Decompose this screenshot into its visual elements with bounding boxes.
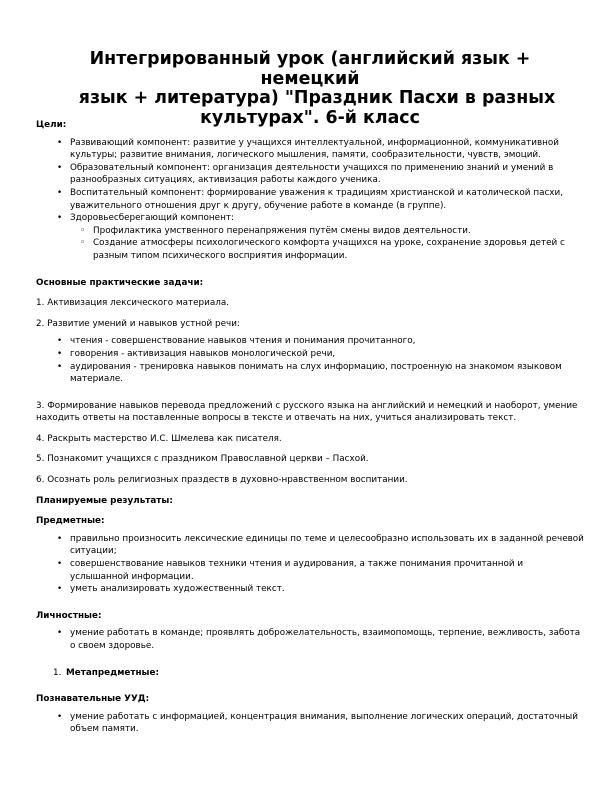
task-6: 6. Осознать роль религиозных праздеств в духовно-нравственном воспитании. [36, 475, 408, 486]
goal-item-health-label: Здоровьесберегающий компонент: [70, 213, 234, 224]
health-sublist [80, 225, 584, 263]
cognitive-heading: Познавательные УУД: [36, 694, 150, 705]
goal-item-health [57, 212, 584, 262]
subject-result-item: • правильно произносить лексические единицы по теме и целесообразно использовать их в заданной речевой ситуации; [57, 533, 584, 558]
title-line-1: Интегрированный урок (английский язык + немецкий [89, 49, 531, 89]
title-line-3: культурах". 6-й класс [200, 107, 420, 128]
goal-item-developing: • Развивающий компонент: развитие у учащихся интеллектуальной, информационной, коммуникативной культуры; развитие внимания, логического мышления, памяти, сообразительности, чувств, эмоций. [57, 137, 584, 162]
meta-results-heading: Метапредметные: [66, 667, 159, 678]
speech-skills-list [57, 335, 584, 385]
health-subitem: ◦ Создание атмосферы психологического комфорта учащихся на уроке, сохранение здоровья детей с разным типом психического восприятия информации. [80, 237, 584, 262]
subject-results-heading: Предметные: [36, 516, 105, 527]
task-5: 5. Познакомит учащихся с праздником Православной церкви – Пасхой. [36, 454, 369, 465]
meta-results-item [36, 667, 584, 680]
title-line-2: язык + литература) "Праздник Пасхи в разных [78, 88, 556, 108]
goal-item-educational: • Образовательный компонент: организация деятельности учащихся по применению знаний и умений в разнообразных ситуациях, активизация работы каждого ученика. [57, 162, 584, 187]
health-subitem: ◦ Профилактика умственного перенапряжения путём смены видов деятельности. [80, 225, 584, 238]
document-body [36, 119, 584, 736]
subject-results-list [57, 533, 584, 596]
meta-results-list [36, 667, 584, 680]
task-4: 4. Раскрыть мастерство И.С. Шмелева как писателя. [36, 433, 282, 444]
personal-results-heading: Личностные: [36, 610, 102, 621]
goals-heading: Цели: [36, 120, 67, 130]
meta-results-number: 1. [53, 667, 62, 678]
speech-skill-listening: • аудирования - тренировка навыков понимать на слух информацию, построенную на знакомом языковом материале. [57, 361, 584, 386]
personal-result-item: • умение работать в команде; проявлять доброжелательность, взаимопомощь, терпение, вежливость, забота о своем здоровье. [57, 627, 584, 652]
personal-results-list [57, 627, 584, 652]
task-2: 2. Развитие умений и навыков устной речи: [36, 318, 240, 329]
goals-list [57, 137, 584, 263]
task-3: 3. Формирование навыков перевода предложений с русского языка на английский и немецкий и наоборот, умение находить ответы на поставленные вопросы в тексте и отвечать на них, учиться анализировать текст. [36, 400, 578, 424]
task-1: 1. Активизация лексического материала. [36, 298, 230, 309]
tasks-heading: Основные практические задачи: [36, 277, 204, 288]
page-title [40, 50, 580, 128]
speech-skill-reading: • чтения - совершенствование навыков чтения и понимания прочитанного, [57, 335, 584, 348]
subject-result-item: • совершенствование навыков техники чтения и аудирования, а также понимания прочитанной и услышанной информации. [57, 558, 584, 583]
results-heading: Планируемые результаты: [36, 495, 173, 506]
speech-skill-speaking: • говорения - активизация навыков монологической речи, [57, 348, 584, 361]
subject-result-item: • уметь анализировать художественный текст. [57, 583, 584, 596]
goal-item-upbringing: • Воспитательный компонент: формирование уважения к традициям христианской и католической пасхи, уважительного отношения друг к другу, обучение работе в команде (в группе). [57, 187, 584, 212]
cognitive-item: • умение работать с информацией, концентрация внимания, выполнение логических операций, достаточный объем памяти. [57, 711, 584, 736]
cognitive-list [57, 711, 584, 736]
